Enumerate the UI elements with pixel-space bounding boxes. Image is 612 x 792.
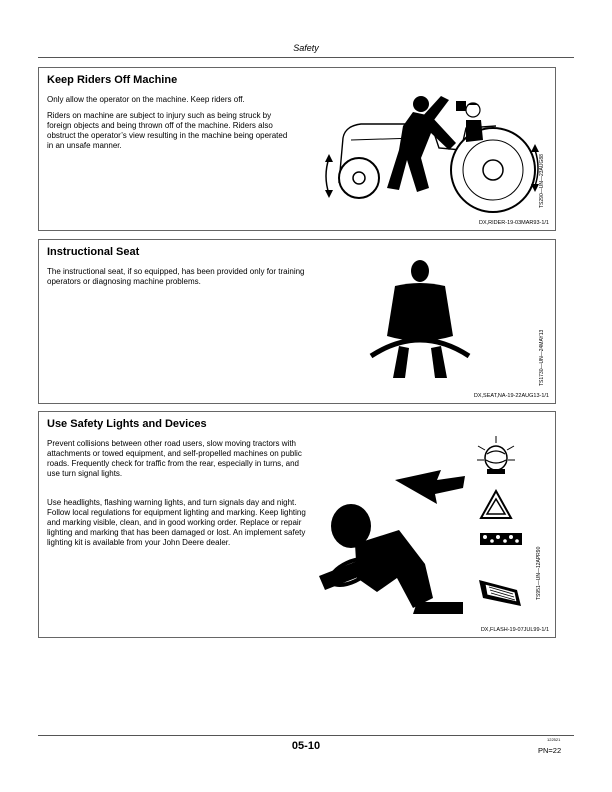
flashing-beacon-icon bbox=[475, 434, 517, 476]
instructional-seat-illustration bbox=[365, 256, 475, 381]
figure-id: TS951—UN—12APR90 bbox=[536, 546, 542, 600]
reference-code: DX,FLASH-19-07JUL99-1/1 bbox=[480, 627, 549, 633]
header-divider bbox=[38, 57, 574, 58]
section-title: Instructional Seat bbox=[47, 246, 140, 258]
section-paragraph: Use headlights, flashing warning lights, and turn signals day and night. Follow local regulations for equipment lighting and marking. Keep lighting and marking visible, clean, and in good working order. Replace or repair lighting and marking that has been damaged or lost. An implement safety lighting kit is available from your John Deere dealer. bbox=[47, 498, 306, 547]
figure-id: TS1730—UN—24MAY13 bbox=[539, 329, 545, 386]
page-number: 05-10 bbox=[291, 740, 321, 752]
operator-steering-illustration bbox=[313, 468, 473, 616]
reflective-strip-icon bbox=[479, 532, 523, 546]
section-safety-lights bbox=[38, 411, 556, 638]
rider-tractor-illustration bbox=[321, 88, 541, 218]
section-paragraph: The instructional seat, if so equipped, has been provided only for training operators or diagnosing machine problems. bbox=[47, 267, 305, 286]
section-instructional-seat bbox=[38, 239, 556, 404]
footer-divider bbox=[38, 735, 574, 736]
page-header-title: Safety bbox=[293, 43, 319, 53]
section-paragraph: Only allow the operator on the machine. Keep riders off. bbox=[47, 95, 245, 104]
date-code: 122521 bbox=[547, 737, 561, 742]
slow-moving-vehicle-emblem-icon bbox=[479, 489, 513, 521]
section-keep-riders-off bbox=[38, 67, 556, 231]
pn-label: PN=22 bbox=[538, 746, 562, 755]
figure-id: TS290—UN—23AUG88 bbox=[539, 154, 545, 208]
reference-code: DX,SEAT,NA-19-22AUG13-1/1 bbox=[473, 393, 549, 399]
rear-light-reflector-icon bbox=[477, 576, 523, 610]
section-title: Use Safety Lights and Devices bbox=[47, 418, 207, 430]
section-title: Keep Riders Off Machine bbox=[47, 74, 178, 86]
section-paragraph: Riders on machine are subject to injury such as being struck by foreign objects and being thrown off of the machine. Riders also obstruct the operator’s view resulting in the machine being operated in an unsafe manner. bbox=[47, 111, 288, 150]
reference-code: DX,RIDER-19-03MAR93-1/1 bbox=[479, 220, 549, 226]
section-paragraph: Prevent collisions between other road users, slow moving tractors with attachments or towed equipment, and self-propelled machines on public roads. Frequently check for traffic from the rear, especially in turns, and use turn signal lights. bbox=[47, 439, 302, 478]
